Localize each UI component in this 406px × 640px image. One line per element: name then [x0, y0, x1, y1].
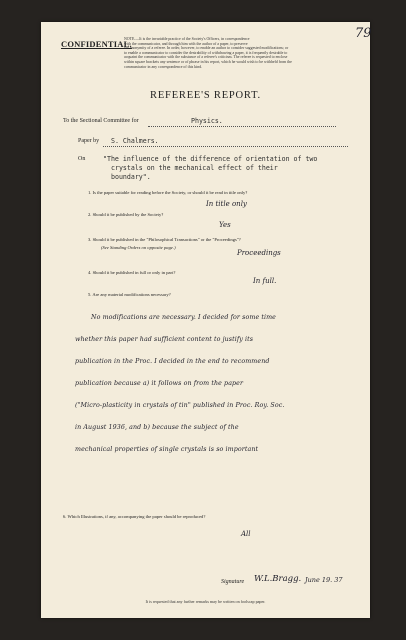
question-5: 5. Are any material modifications necessary?: [88, 292, 171, 297]
signature: W.L.Bragg.: [254, 574, 302, 584]
note-line: communicator in any correspondence of this kind.: [124, 64, 203, 69]
report-line: in August 1936, and b) because the subject of the: [75, 424, 239, 431]
answer-3: Proceedings: [237, 249, 281, 257]
referee-report-page: [41, 22, 370, 618]
committee-value: Physics.: [191, 117, 223, 125]
question-2: 2. Should it be published by the Society?: [88, 212, 164, 217]
report-line: publication in the Proc. I decided in the end to recommend: [75, 358, 270, 365]
report-line: ("Micro-plasticity in crystals of tin" published in Proc. Roy. Soc.: [75, 402, 285, 409]
question-6: 6. Which Illustrations, if any, accompanying the paper should be reproduced?: [63, 514, 206, 519]
signature-label: Signature: [221, 579, 245, 585]
paper-title-line: "The influence of the difference of orientation of two: [103, 155, 318, 163]
paper-by-underline: [103, 146, 348, 147]
note-line: acquaint the communicator with the substance of a referee's criticism. The referee is requested to enclose: [124, 55, 288, 60]
confidentiality-note: [124, 37, 366, 69]
paper-title-line: crystals on the mechanical effect of their: [111, 164, 278, 172]
footnote: It is requested that any further remarks may be written on foolscap paper.: [145, 599, 266, 604]
question-4: 4. Should it be published in full or only in part?: [88, 270, 176, 275]
standing-orders-note: (See Standing Orders on opposite page.): [101, 245, 176, 250]
paper-by-label: Paper by: [78, 138, 100, 144]
signature-date: June 19. 37: [305, 576, 343, 584]
note-line: to enable a communicator to consider the desirability of withdrawing a paper, it is frequently desirable to: [124, 50, 288, 55]
folio-number: 79: [355, 26, 372, 41]
question-3: 3. Should it be published in the "Philosophical Transactions" or the "Proceedings"?: [88, 237, 241, 242]
paper-author: S. Chalmers.: [111, 137, 159, 145]
question-1: 1. Is the paper suitable for reading before the Society, or should it be read in title only?: [88, 190, 248, 195]
note-line: NOTE.—It is the invariable practice of the Society's Officers, in correspondence: [124, 37, 250, 41]
committee-label: To the Sectional Committee for: [63, 118, 139, 124]
report-line: publication because a) it follows on from the paper: [75, 380, 244, 387]
note-line: with the communicator, and through him with the author of a paper, to preserve: [124, 41, 248, 46]
answer-1: In title only: [206, 200, 247, 208]
on-label: On: [78, 156, 86, 162]
report-line: whether this paper had sufficient content to justify its: [75, 336, 254, 343]
answer-2: Yes: [219, 221, 231, 229]
answer-4: In full.: [253, 277, 277, 285]
report-title: REFEREE'S REPORT.: [150, 90, 261, 101]
note-line: within square brackets any sentence or of phrase in his report, which he would wish to be withheld from the: [124, 59, 292, 64]
report-line: No modifications are necessary. I decided for some time: [91, 314, 277, 321]
paper-title-line: boundary".: [111, 173, 151, 181]
confidential-heading: CONFIDENTIAL.: [61, 39, 132, 49]
note-line: the anonymity of a referee. In order, however, to enable an author to consider suggested modifications; or: [124, 46, 289, 51]
answer-6: All: [241, 530, 251, 538]
committee-underline: [148, 126, 336, 127]
report-line: mechanical properties of single crystals is so important: [75, 446, 259, 453]
